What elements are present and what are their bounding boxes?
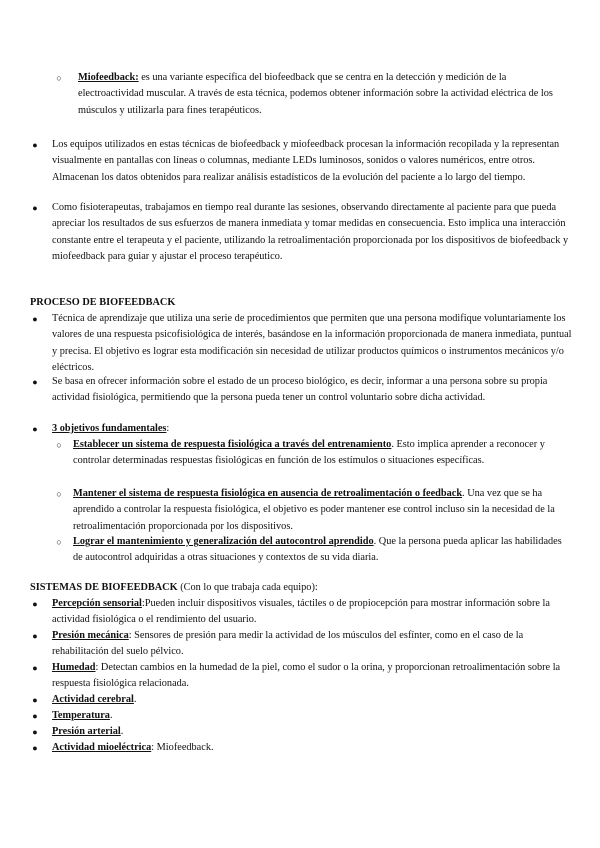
objetivo-1-text: . Esto implica aprender a reconocer y controlar determinadas respuestas fisiológicas en función de los estímulos o situaciones específicas. — [73, 439, 545, 467]
sistema-term: Presión mecánica — [52, 630, 129, 641]
objetivo-3-text: . Que la persona pueda aplicar las habilidades de autocontrol adquiridas a otras situaciones y contextos de su vida diaria. — [73, 536, 562, 564]
disc-bullet-icon: ● — [32, 631, 38, 641]
section-heading-proceso: PROCESO DE BIOFEEDBACK — [30, 297, 176, 308]
sistema-term: Actividad cerebral — [52, 694, 134, 705]
list-item-text: Técnica de aprendizaje que utiliza una serie de procedimientos que permiten que una persona modifique voluntariamente los valores de una respuesta psicofisiológica de interés, basándose en la información proporcionada de manera inmediata, puntual y precisa. El objetivo es lograr esta modificación sin necesidad de utilizar productos químicos o instrumentos mecánicos y/o eléctricos. — [52, 313, 572, 373]
list-item-text: Los equipos utilizados en estas técnicas de biofeedback y miofeedback procesan la información recopilada y la representan visualmente en pantallas con líneas o columnas, mediante LEDs luminosos, sonidos o valores numéricos, entre otros. Almacenan los datos obtenidos para realizar análisis estadísticos de la evolución del paciente a lo largo del tiempo. — [52, 139, 560, 183]
circle-bullet-icon: ○ — [56, 440, 62, 450]
sistema-term: Presión arterial — [52, 726, 121, 737]
term-miofeedback: Miofeedback: — [78, 72, 139, 83]
objetivo-2-text: . Una vez que se ha aprendido a controlar la respuesta fisiológica, el objetivo es poder mantener ese control incluso sin la necesidad de la retroalimentación proporcionada por los dispositivos. — [73, 488, 555, 532]
sistema-text: : Sensores de presión para medir la actividad de los músculos del esfínter, como en el caso de la rehabilitación del suelo pélvico. — [52, 630, 524, 658]
disc-bullet-icon: ● — [32, 695, 38, 705]
disc-bullet-icon: ● — [32, 727, 38, 737]
sistemas-heading-note: (Con lo que trabaja cada equipo): — [177, 582, 318, 593]
disc-bullet-icon: ● — [32, 203, 38, 213]
objetivo-1-term: Establecer un sistema de respuesta fisiológica a través del entrenamiento — [73, 439, 392, 450]
sistema-text: . — [109, 710, 113, 721]
disc-bullet-icon: ● — [32, 711, 38, 721]
circle-bullet-icon: ○ — [56, 489, 62, 499]
sistema-term: Humedad — [52, 662, 96, 673]
disc-bullet-icon: ● — [32, 377, 38, 387]
sistema-term: Actividad mioeléctrica — [52, 742, 152, 753]
sistema-term: Temperatura — [52, 710, 110, 721]
sistema-text: . — [133, 694, 137, 705]
list-item-text: Como fisioterapeutas, trabajamos en tiempo real durante las sesiones, observando directamente al paciente para que pueda apreciar los resultados de sus esfuerzos de manera inmediata y tomar medidas en consecuencia. Esto implica una interacción constante entre el terapeuta y el paciente, utilizando la retroalimentación proporcionada por los dispositivos de biofeedback y miofeedback para guiar y ajustar el proceso terapéutico. — [52, 202, 569, 262]
section-heading-sistemas — [30, 580, 318, 596]
list-item-text: Se basa en ofrecer información sobre el estado de un proceso biológico, es decir, informar a una persona sobre su propia actividad fisiológica, permitiendo que la persona pueda tener un control voluntario sobre dicha actividad. — [52, 376, 548, 404]
sistema-text: : Detectan cambios en la humedad de la piel, como el sudor o la orina, y proporcionan retroalimentación sobre la respuesta fisiológica relacionada. — [52, 662, 561, 690]
disc-bullet-icon: ● — [32, 743, 38, 753]
disc-bullet-icon: ● — [32, 599, 38, 609]
objetivo-3-term: Lograr el mantenimiento y generalización del autocontrol aprendido — [73, 536, 374, 547]
sub-item-text: es una variante específica del biofeedback que se centra en la detección y medición de la electroactividad muscular. A través de esta técnica, podemos obtener información sobre la actividad eléctrica de los músculos y utilizarla para fines terapéuticos. — [78, 72, 553, 116]
sistema-text: :Pueden incluir dispositivos visuales, táctiles o de propiocepción para mostrar información sobre la actividad fisiológica o el rendimiento del usuario. — [52, 598, 550, 626]
circle-bullet-icon: ○ — [56, 537, 62, 547]
sistema-text: . — [120, 726, 124, 737]
disc-bullet-icon: ● — [32, 663, 38, 673]
colon: : — [166, 423, 170, 434]
objetivos-label: 3 objetivos fundamentales — [52, 423, 167, 434]
disc-bullet-icon: ● — [32, 140, 38, 150]
sistemas-heading-label: SISTEMAS DE BIOFEEDBACK — [30, 582, 178, 593]
disc-bullet-icon: ● — [32, 314, 38, 324]
objetivo-2-term: Mantener el sistema de respuesta fisiológica en ausencia de retroalimentación o feedback — [73, 488, 463, 499]
sistema-term: Percepción sensorial — [52, 598, 142, 609]
disc-bullet-icon: ● — [32, 424, 38, 434]
sistema-text: : Miofeedback. — [151, 742, 214, 753]
circle-bullet-icon: ○ — [56, 73, 62, 83]
